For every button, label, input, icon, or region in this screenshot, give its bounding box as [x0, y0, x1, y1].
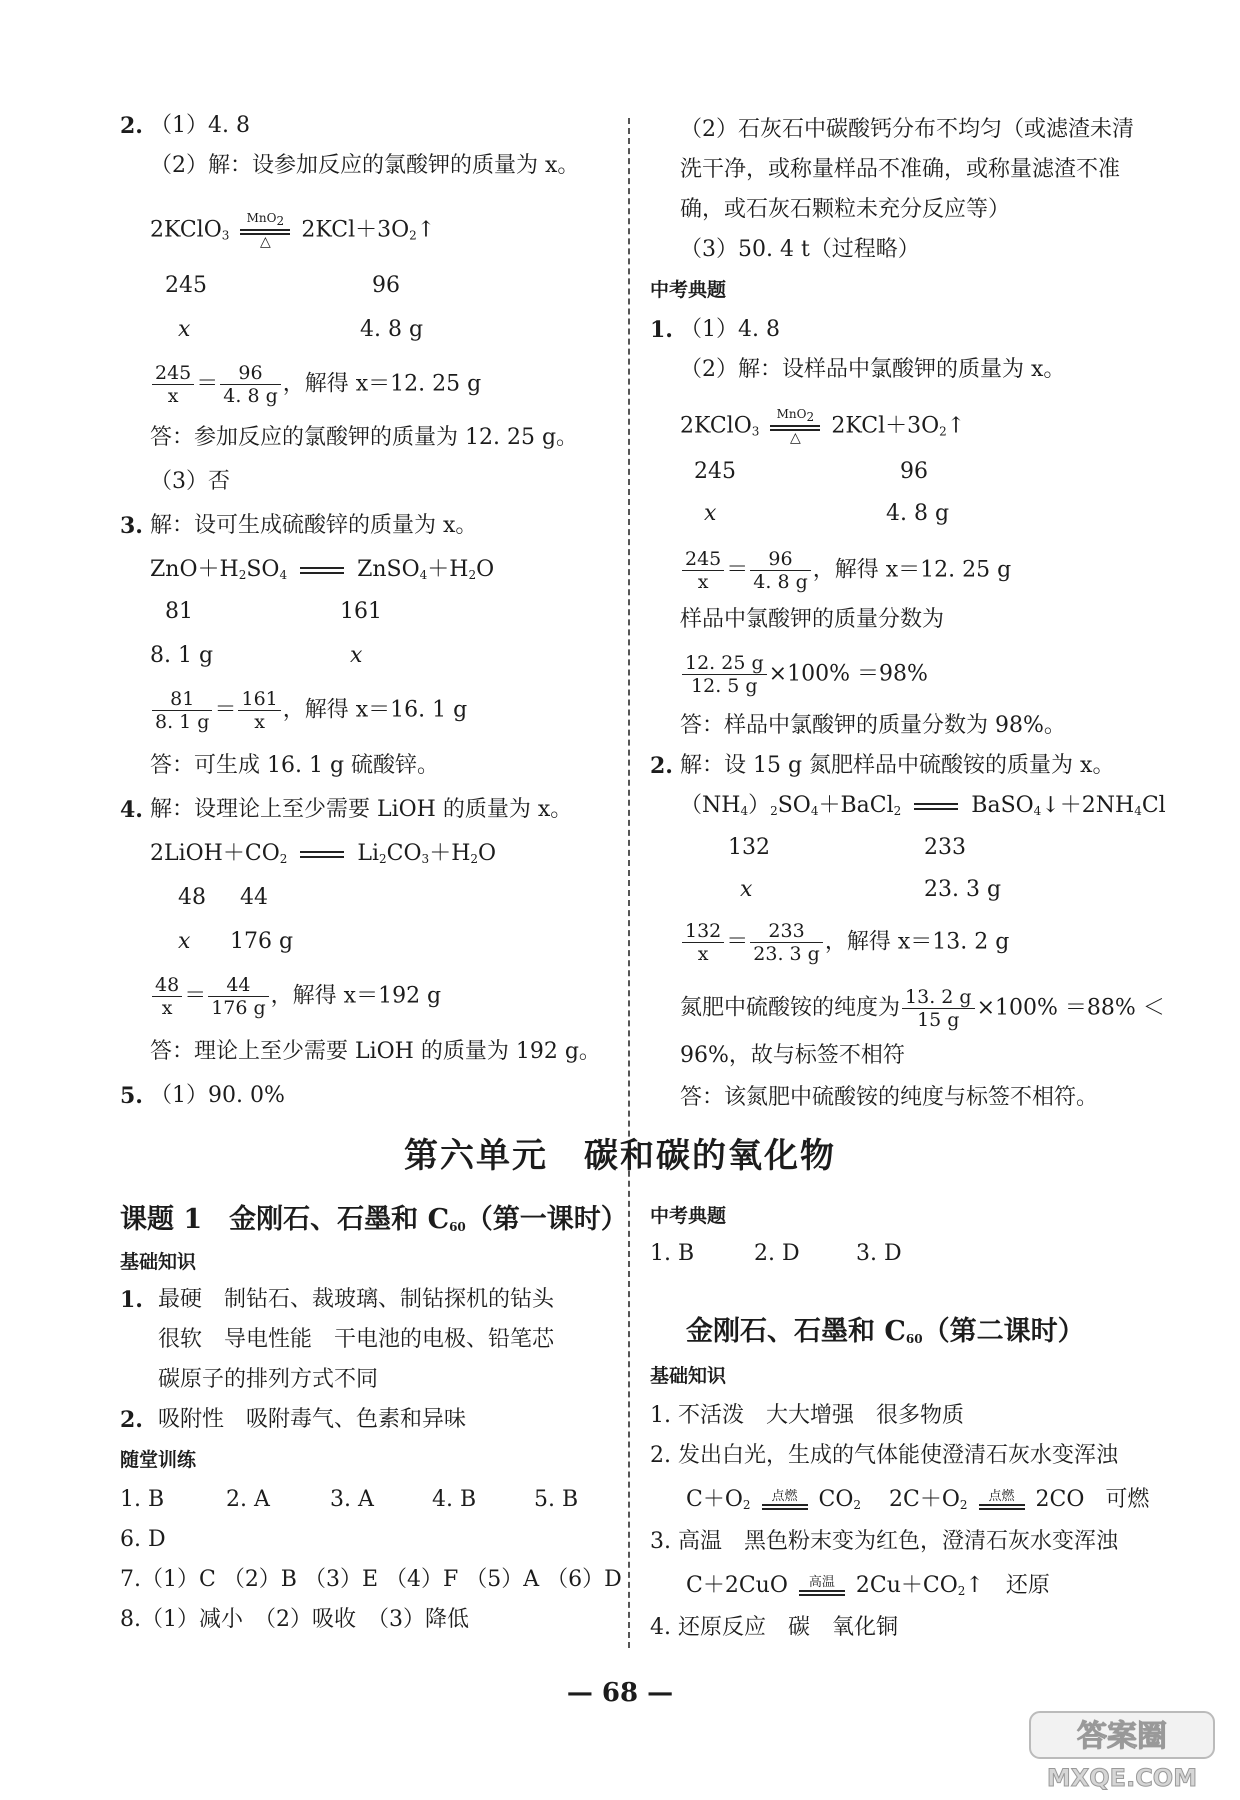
q2-part2: （2）解：设参加反应的氯酸钾的质量为 x。: [150, 153, 580, 178]
q4-mass-2: 44: [240, 885, 268, 910]
q3-mass-2: 161: [340, 599, 382, 624]
rt-section-heading: 中考典题: [650, 279, 727, 301]
lesson2-title: 金刚石、石墨和 $C_{60}$（第二课时）: [686, 1316, 1085, 1347]
practice-answer-2: 2. A: [226, 1487, 270, 1512]
q2-proportion: $\frac{245}{x}$ ＝ $\frac{96}{4. 8 g}$ ，解得 x＝12. 25 g: [150, 362, 481, 407]
rt-part2-line3: 确，或石灰石颗粒未充分反应等）: [680, 197, 1011, 222]
practice-answer-5: 5. B: [534, 1487, 579, 1512]
page-number: — 68 —: [566, 1678, 674, 1708]
q4-answer: 答：理论上至少需要 LiOH 的质量为 192 g。: [150, 1039, 601, 1064]
rt-part2-line2: 洗干净，或称量样品不准确，或称量滤渣不准: [680, 157, 1121, 182]
rt-q2-mass-1: 132: [728, 835, 770, 860]
rt-q1-number: 1.: [650, 317, 673, 343]
q5-text: （1）90. 0%: [150, 1083, 285, 1108]
rt-q1-proportion: $\frac{245}{x}$ ＝ $\frac{96}{4. 8 g}$ ，解得 x＝12. 25 g: [680, 548, 1011, 593]
column-divider: [628, 118, 630, 1648]
rt-part3: （3）50. 4 t（过程略）: [680, 237, 920, 262]
rt-q2-answer: 答：该氮肥中硫酸铵的纯度与标签不相符。: [680, 1085, 1099, 1110]
rt-q2-equation: $(NH_4)_2SO_4+BaCl_2$ $BaSO_4↓+2NH_4Cl$: [680, 793, 1166, 818]
exam-answer-1: 1. B: [650, 1241, 695, 1266]
lesson1-basic-heading: 基础知识: [120, 1251, 197, 1273]
q3-text: 解：设可生成硫酸锌的质量为 x。: [150, 513, 478, 538]
q2-var-2: 4. 8 g: [360, 317, 424, 342]
q2-part3: （3）否: [150, 469, 230, 494]
practice-answer-1: 1. B: [120, 1487, 165, 1512]
q3-proportion: $\frac{81}{8. 1 g}$ ＝ $\frac{161}{x}$ ，解得 x＝16. 1 g: [150, 688, 467, 733]
rt-q1-fraction: $\frac{12. 25 g}{12. 5 g}$ ×100% ＝98%: [680, 652, 928, 697]
rt-q1-answer: 答：样品中氯酸钾的质量分数为 98%。: [680, 713, 1066, 738]
rt-q2-var-2: 23. 3 g: [924, 877, 1002, 902]
rt-q2-proportion: $\frac{132}{x}$ ＝ $\frac{233}{23. 3 g}$ ，解得 x＝13. 2 g: [680, 920, 1009, 965]
rt-q2-continued: 96%，故与标签不相符: [680, 1043, 905, 1068]
q3-var-2: x: [350, 643, 363, 668]
rt-q1-var-1: x: [704, 501, 717, 526]
q2-number: 2.: [120, 113, 143, 139]
exam-answer-3: 3. D: [856, 1241, 902, 1266]
lesson2-item1: 1. 不活泼 大大增强 很多物质: [650, 1403, 964, 1428]
lesson2-item4: 4. 还原反应 碳 氧化铜: [650, 1615, 898, 1640]
rt-q1-part2: （2）解：设样品中氯酸钾的质量为 x。: [680, 357, 1066, 382]
watermark-logo: [1022, 1708, 1222, 1794]
lesson1-item1-line1: 最硬 制钻石、裁玻璃、制钻探机的钻头: [158, 1287, 555, 1312]
exam-answer-2: 2. D: [754, 1241, 800, 1266]
lesson1-item2: 吸附性 吸附毒气、色素和异味: [158, 1407, 467, 1432]
lesson1-item1-line3: 碳原子的排列方式不同: [158, 1367, 379, 1392]
rt-q2-var-1: x: [740, 877, 753, 902]
q4-equation: $2LiOH+CO_2$ $Li_2CO_3+H_2O$: [150, 841, 497, 866]
q3-answer: 答：可生成 16. 1 g 硫酸锌。: [150, 753, 440, 778]
q5-number: 5.: [120, 1083, 143, 1109]
q2-equation: 2KClO$_3$ MnO$_2$ △ $2KCl+3O_2↑$: [150, 211, 436, 250]
lesson1-exam-heading: 中考典题: [650, 1205, 727, 1227]
rt-q2-mass-2: 233: [924, 835, 966, 860]
lesson1-item1-line2: 很软 导电性能 干电池的电极、铅笔芯: [158, 1327, 555, 1352]
rt-q1-equation: 2KClO$_3$ MnO$_2$ △ $2KCl+3O_2↑$: [680, 407, 966, 446]
lesson1-title: 课题 1 金刚石、石墨和 $C_{60}$（第一课时）: [120, 1204, 628, 1235]
q4-text: 解：设理论上至少需要 LiOH 的质量为 x。: [150, 797, 573, 822]
lesson1-item2-number: 2.: [120, 1407, 143, 1433]
lesson2-item3: 3. 高温 黑色粉末变为红色，澄清石灰水变浑浊: [650, 1529, 1118, 1554]
unit-title: 第六单元 碳和碳的氧化物: [404, 1136, 836, 1176]
lesson1-item1-number: 1.: [120, 1287, 143, 1313]
rt-q1-part1: （1）4. 8: [680, 317, 780, 342]
lesson2-item2: 2. 发出白光，生成的气体能使澄清石灰水变浑浊: [650, 1443, 1118, 1468]
rt-q1-var-2: 4. 8 g: [886, 501, 950, 526]
rt-q1-mass-2: 96: [900, 459, 928, 484]
q3-number: 3.: [120, 513, 143, 539]
rt-q1-mass-1: 245: [694, 459, 736, 484]
q2-part1: （1）4. 8: [150, 113, 250, 138]
watermark-bottom-text: MXQE.COM: [1046, 1764, 1198, 1792]
q4-number: 4.: [120, 797, 143, 823]
lesson2-equations-combustion: $C+O_2$ 点燃 $CO_2$ $2C+O_2$ 点燃 2CO 可燃: [686, 1487, 1150, 1512]
q4-var-2: 176 g: [230, 929, 294, 954]
practice-answer-7: 7.（1）C （2）B （3）E （4）F （5）A （6）D: [120, 1567, 622, 1592]
practice-answer-3: 3. A: [330, 1487, 374, 1512]
rt-q2-text: 解：设 15 g 氮肥样品中硫酸铵的质量为 x。: [680, 753, 1115, 778]
q3-equation: $ZnO+H_2SO_4$ $ZnSO_4+H_2O$: [150, 557, 495, 582]
q4-proportion: $\frac{48}{x}$ ＝ $\frac{44}{176 g}$ ，解得 x＝192 g: [150, 974, 441, 1019]
watermark-top-text: 答案圈: [1077, 1719, 1167, 1754]
q2-mass-2: 96: [372, 273, 400, 298]
q2-var-1: x: [178, 317, 191, 342]
q3-mass-1: 81: [165, 599, 193, 624]
q3-var-1: 8. 1 g: [150, 643, 214, 668]
rt-part2-line1: （2）石灰石中碳酸钙分布不均匀（或滤渣未清: [680, 117, 1134, 142]
q2-answer: 答：参加反应的氯酸钾的质量为 12. 25 g。: [150, 425, 579, 450]
q2-mass-1: 245: [165, 273, 207, 298]
q4-mass-1: 48: [178, 885, 206, 910]
rt-q2-purity: 氮肥中硫酸铵的纯度为 $\frac{13. 2 g}{15 g}$ ×100% ＝88% ＜: [680, 986, 1165, 1031]
q4-var-1: x: [178, 929, 191, 954]
rt-q1-fraction-label: 样品中氯酸钾的质量分数为: [680, 607, 945, 632]
lesson2-equation-reduction: C＋2CuO 高温 $2Cu+CO_2↑$ 还原: [686, 1573, 1050, 1598]
rt-q2-number: 2.: [650, 753, 673, 779]
practice-answer-4: 4. B: [432, 1487, 477, 1512]
practice-answer-6: 6. D: [120, 1527, 166, 1552]
practice-answer-8: 8.（1）减小 （2）吸收 （3）降低: [120, 1607, 469, 1632]
lesson1-practice-heading: 随堂训练: [120, 1449, 197, 1471]
lesson2-basic-heading: 基础知识: [650, 1365, 727, 1387]
